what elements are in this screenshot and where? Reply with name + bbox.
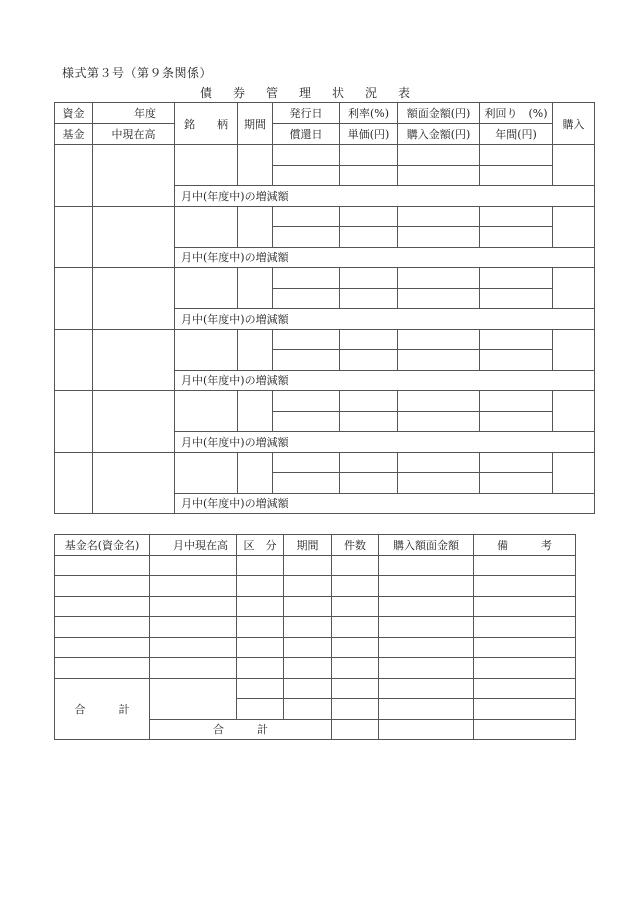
unit-price-cell[interactable] xyxy=(340,165,398,186)
cell[interactable] xyxy=(284,637,332,658)
cell[interactable] xyxy=(474,637,576,658)
fund-cell[interactable] xyxy=(55,268,93,330)
cell[interactable] xyxy=(284,699,332,720)
title-char: 券 xyxy=(233,86,246,100)
issue-date-cell[interactable] xyxy=(273,268,340,289)
header-fund-name: 基金名(資金名) xyxy=(55,535,150,556)
issue-date-cell[interactable] xyxy=(273,391,340,412)
yield-cell[interactable] xyxy=(480,145,553,166)
cell[interactable] xyxy=(150,637,237,658)
cell[interactable] xyxy=(379,699,474,720)
cell[interactable] xyxy=(237,555,284,576)
fund-summary-table xyxy=(54,534,576,740)
cell[interactable] xyxy=(150,658,237,679)
redemption-date-cell[interactable] xyxy=(273,473,340,494)
brand-cell[interactable] xyxy=(175,268,238,309)
monthly-change-row: 月中(年度中)の増減額 xyxy=(175,309,595,330)
period-cell[interactable] xyxy=(238,206,273,247)
header-purchase-amount: 購入金額(円) xyxy=(398,124,480,145)
purchase-amount-cell[interactable] xyxy=(398,473,480,494)
cell[interactable] xyxy=(284,576,332,597)
header-redemption-date: 償還日 xyxy=(273,124,340,145)
cell[interactable] xyxy=(474,658,576,679)
purchase-cell[interactable] xyxy=(553,329,595,370)
cell[interactable] xyxy=(379,596,474,617)
cell[interactable] xyxy=(237,617,284,638)
title-char: 管 xyxy=(266,86,279,100)
redemption-date-cell[interactable] xyxy=(273,165,340,186)
table-row xyxy=(55,596,576,617)
period-cell[interactable] xyxy=(238,391,273,432)
cell[interactable] xyxy=(284,555,332,576)
brand-cell[interactable] xyxy=(175,329,238,370)
header-category: 区 分 xyxy=(237,535,284,556)
cell[interactable] xyxy=(379,637,474,658)
annual-cell[interactable] xyxy=(480,473,553,494)
cell[interactable] xyxy=(379,555,474,576)
cell[interactable] xyxy=(237,576,284,597)
cell[interactable] xyxy=(55,576,150,597)
monthly-change-row: 月中(年度中)の増減額 xyxy=(175,432,595,453)
rate-cell[interactable] xyxy=(340,329,398,350)
annual-cell[interactable] xyxy=(480,411,553,432)
cell[interactable] xyxy=(474,596,576,617)
annual-cell[interactable] xyxy=(480,288,553,309)
face-amount-cell[interactable] xyxy=(398,268,480,289)
total-row xyxy=(55,678,576,699)
table-row xyxy=(55,576,576,597)
cell[interactable] xyxy=(332,576,379,597)
cell[interactable] xyxy=(237,678,284,699)
title-char: 状 xyxy=(332,86,345,100)
fund-cell[interactable] xyxy=(55,329,93,391)
cell[interactable] xyxy=(474,678,576,699)
issue-date-cell[interactable] xyxy=(273,145,340,166)
cell[interactable] xyxy=(379,576,474,597)
header-period: 期間 xyxy=(284,535,332,556)
unit-price-cell[interactable] xyxy=(340,227,398,248)
purchase-cell[interactable] xyxy=(553,206,595,247)
unit-price-cell[interactable] xyxy=(340,473,398,494)
unit-price-cell[interactable] xyxy=(340,288,398,309)
cell[interactable] xyxy=(379,719,474,740)
rate-cell[interactable] xyxy=(340,145,398,166)
title-char: 債 xyxy=(200,86,213,100)
table-row xyxy=(55,617,576,638)
cell[interactable] xyxy=(55,555,150,576)
yield-cell[interactable] xyxy=(480,268,553,289)
cell[interactable] xyxy=(379,658,474,679)
total-balance-cell[interactable] xyxy=(150,678,237,719)
purchase-amount-cell[interactable] xyxy=(398,227,480,248)
issue-date-cell[interactable] xyxy=(273,329,340,350)
year-balance-cell[interactable] xyxy=(93,268,175,330)
cell[interactable] xyxy=(284,596,332,617)
subtotal-label: 合 計 xyxy=(150,719,332,740)
cell[interactable] xyxy=(332,699,379,720)
header-annual: 年間(円) xyxy=(480,124,553,145)
cell[interactable] xyxy=(237,596,284,617)
redemption-date-cell[interactable] xyxy=(273,227,340,248)
yield-cell[interactable] xyxy=(480,391,553,412)
period-cell[interactable] xyxy=(238,452,273,493)
header-fund-bottom: 基金 xyxy=(55,124,93,145)
cell[interactable] xyxy=(332,617,379,638)
yield-cell[interactable] xyxy=(480,329,553,350)
year-balance-cell[interactable] xyxy=(93,145,175,207)
annual-cell[interactable] xyxy=(480,350,553,371)
issue-date-cell[interactable] xyxy=(273,206,340,227)
brand-cell[interactable] xyxy=(175,145,238,186)
cell[interactable] xyxy=(284,658,332,679)
cell[interactable] xyxy=(474,555,576,576)
cell[interactable] xyxy=(150,596,237,617)
cell[interactable] xyxy=(379,678,474,699)
cell[interactable] xyxy=(237,699,284,720)
purchase-cell[interactable] xyxy=(553,452,595,493)
form-number-label: 様式第３号（第９条関係） xyxy=(62,66,213,80)
rate-cell[interactable] xyxy=(340,391,398,412)
face-amount-cell[interactable] xyxy=(398,206,480,227)
cell[interactable] xyxy=(332,678,379,699)
yield-cell[interactable] xyxy=(480,452,553,473)
redemption-date-cell[interactable] xyxy=(273,411,340,432)
purchase-cell[interactable] xyxy=(553,391,595,432)
header-rate: 利率(%) xyxy=(340,103,398,124)
purchase-amount-cell[interactable] xyxy=(398,288,480,309)
cell[interactable] xyxy=(150,576,237,597)
face-amount-cell[interactable] xyxy=(398,145,480,166)
period-cell[interactable] xyxy=(238,329,273,370)
purchase-amount-cell[interactable] xyxy=(398,411,480,432)
period-cell[interactable] xyxy=(238,145,273,186)
period-cell[interactable] xyxy=(238,268,273,309)
monthly-change-row: 月中(年度中)の増減額 xyxy=(175,370,595,391)
header-year-bottom: 中現在高 xyxy=(93,124,175,145)
fund-cell[interactable] xyxy=(55,145,93,207)
fund-cell[interactable] xyxy=(55,206,93,268)
cell[interactable] xyxy=(332,719,379,740)
header-purchase: 購入 xyxy=(553,103,595,145)
cell[interactable] xyxy=(474,699,576,720)
header-period: 期間 xyxy=(238,103,273,145)
cell[interactable] xyxy=(474,719,576,740)
fund-cell[interactable] xyxy=(55,391,93,453)
purchase-cell[interactable] xyxy=(553,268,595,309)
purchase-amount-cell[interactable] xyxy=(398,165,480,186)
table-row xyxy=(55,658,576,679)
brand-cell[interactable] xyxy=(175,391,238,432)
monthly-change-row: 月中(年度中)の増減額 xyxy=(175,493,595,514)
title-char: 理 xyxy=(299,86,312,100)
header-monthly-balance: 月中現在高 xyxy=(150,535,237,556)
rate-cell[interactable] xyxy=(340,452,398,473)
annual-cell[interactable] xyxy=(480,227,553,248)
issue-date-cell[interactable] xyxy=(273,452,340,473)
brand-cell[interactable] xyxy=(175,452,238,493)
redemption-date-cell[interactable] xyxy=(273,350,340,371)
title-char: 表 xyxy=(398,86,411,100)
header-count: 件数 xyxy=(332,535,379,556)
header-year-top: 年度 xyxy=(93,103,175,124)
monthly-change-row: 月中(年度中)の増減額 xyxy=(175,186,595,207)
monthly-change-row: 月中(年度中)の増減額 xyxy=(175,247,595,268)
table-row xyxy=(55,555,576,576)
rate-cell[interactable] xyxy=(340,268,398,289)
year-balance-cell[interactable] xyxy=(93,329,175,391)
fund-cell[interactable] xyxy=(55,452,93,514)
document-title xyxy=(200,84,431,101)
cell[interactable] xyxy=(284,678,332,699)
face-amount-cell[interactable] xyxy=(398,391,480,412)
rate-cell[interactable] xyxy=(340,206,398,227)
brand-cell[interactable] xyxy=(175,206,238,247)
cell[interactable] xyxy=(55,596,150,617)
unit-price-cell[interactable] xyxy=(340,350,398,371)
title-char: 況 xyxy=(365,86,378,100)
annual-cell[interactable] xyxy=(480,165,553,186)
header-fund-top: 資金 xyxy=(55,103,93,124)
cell[interactable] xyxy=(55,617,150,638)
face-amount-cell[interactable] xyxy=(398,329,480,350)
cell[interactable] xyxy=(332,555,379,576)
cell[interactable] xyxy=(474,617,576,638)
year-balance-cell[interactable] xyxy=(93,206,175,268)
cell[interactable] xyxy=(150,617,237,638)
cell[interactable] xyxy=(474,576,576,597)
year-balance-cell[interactable] xyxy=(93,452,175,514)
redemption-date-cell[interactable] xyxy=(273,288,340,309)
cell[interactable] xyxy=(150,555,237,576)
header-purchase-face-amount: 購入額面金額 xyxy=(379,535,474,556)
header-yield: 利回り (%) xyxy=(480,103,553,124)
cell[interactable] xyxy=(284,617,332,638)
header-brand: 銘 柄 xyxy=(175,103,238,145)
yield-cell[interactable] xyxy=(480,206,553,227)
year-balance-cell[interactable] xyxy=(93,391,175,453)
cell[interactable] xyxy=(332,658,379,679)
total-label: 合 計 xyxy=(55,678,150,740)
cell[interactable] xyxy=(237,637,284,658)
bond-management-table xyxy=(54,102,595,514)
purchase-cell[interactable] xyxy=(553,145,595,186)
face-amount-cell[interactable] xyxy=(398,452,480,473)
header-face-amount: 額面金額(円) xyxy=(398,103,480,124)
purchase-amount-cell[interactable] xyxy=(398,350,480,371)
cell[interactable] xyxy=(237,658,284,679)
cell[interactable] xyxy=(332,637,379,658)
table-row xyxy=(55,637,576,658)
cell[interactable] xyxy=(332,596,379,617)
header-remarks: 備 考 xyxy=(474,535,576,556)
cell[interactable] xyxy=(55,658,150,679)
cell[interactable] xyxy=(55,637,150,658)
cell[interactable] xyxy=(379,617,474,638)
header-unit-price: 単価(円) xyxy=(340,124,398,145)
header-issue-date: 発行日 xyxy=(273,103,340,124)
unit-price-cell[interactable] xyxy=(340,411,398,432)
